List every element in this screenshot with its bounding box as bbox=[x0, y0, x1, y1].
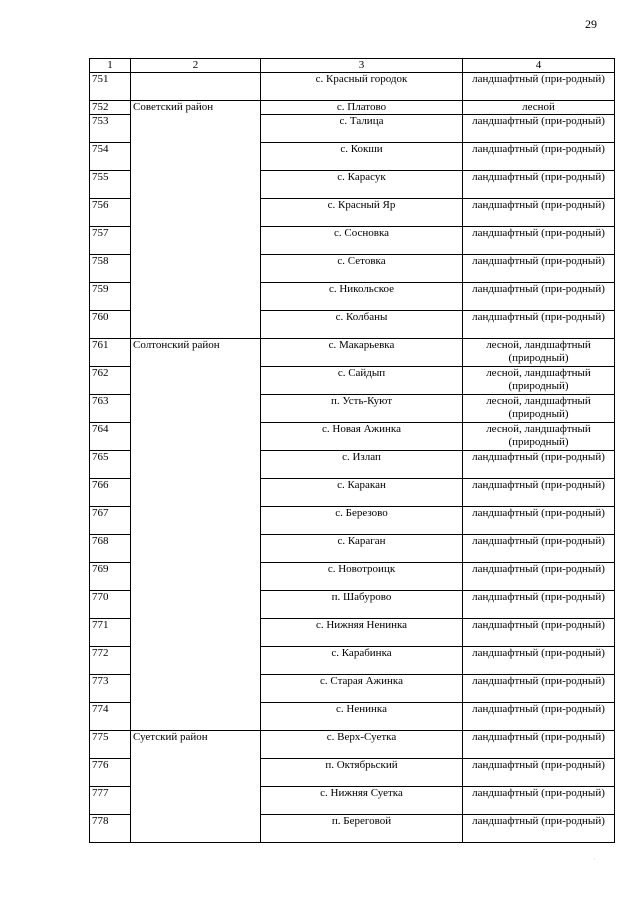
type-cell: ландшафтный (при-родный) bbox=[463, 591, 615, 619]
locality-cell: с. Кокши bbox=[261, 143, 463, 171]
locality-table bbox=[89, 58, 615, 843]
page-number: 29 bbox=[585, 17, 597, 31]
row-number: 759 bbox=[90, 283, 131, 311]
locality-cell: с. Сетовка bbox=[261, 255, 463, 283]
type-cell: лесной, ландшафтный (природный) bbox=[463, 423, 615, 451]
locality-cell: с. Талица bbox=[261, 115, 463, 143]
type-cell: ландшафтный (при-родный) bbox=[463, 647, 615, 675]
district-cell: Советский район bbox=[131, 101, 261, 339]
district-cell: Солтонский район bbox=[131, 339, 261, 731]
header-col-2: 2 bbox=[131, 59, 261, 73]
row-number: 771 bbox=[90, 619, 131, 647]
row-number: 777 bbox=[90, 787, 131, 815]
type-cell: лесной, ландшафтный (природный) bbox=[463, 339, 615, 367]
row-number: 768 bbox=[90, 535, 131, 563]
type-cell: ландшафтный (при-родный) bbox=[463, 619, 615, 647]
row-number: 753 bbox=[90, 115, 131, 143]
scan-mark: · bbox=[593, 855, 596, 864]
locality-cell: с. Колбаны bbox=[261, 311, 463, 339]
row-number: 762 bbox=[90, 367, 131, 395]
locality-cell: с. Верх-Суетка bbox=[261, 731, 463, 759]
row-number: 755 bbox=[90, 171, 131, 199]
locality-cell: с. Караган bbox=[261, 535, 463, 563]
type-cell: ландшафтный (при-родный) bbox=[463, 535, 615, 563]
locality-cell: с. Новотроицк bbox=[261, 563, 463, 591]
locality-cell: с. Красный Яр bbox=[261, 199, 463, 227]
type-cell: ландшафтный (при-родный) bbox=[463, 143, 615, 171]
type-cell: лесной, ландшафтный (природный) bbox=[463, 395, 615, 423]
table-row bbox=[90, 73, 615, 101]
row-number: 767 bbox=[90, 507, 131, 535]
row-number: 765 bbox=[90, 451, 131, 479]
locality-cell: с. Сосновка bbox=[261, 227, 463, 255]
header-col-4: 4 bbox=[463, 59, 615, 73]
type-cell: ландшафтный (при-родный) bbox=[463, 479, 615, 507]
table-row bbox=[90, 101, 615, 115]
row-number: 756 bbox=[90, 199, 131, 227]
row-number: 751 bbox=[90, 73, 131, 101]
type-cell: ландшафтный (при-родный) bbox=[463, 703, 615, 731]
locality-cell: с. Сайдып bbox=[261, 367, 463, 395]
locality-cell: с. Карасук bbox=[261, 171, 463, 199]
locality-cell: п. Шабурово bbox=[261, 591, 463, 619]
locality-cell: с. Красный городок bbox=[261, 73, 463, 101]
locality-cell: с. Излап bbox=[261, 451, 463, 479]
row-number: 760 bbox=[90, 311, 131, 339]
locality-cell: с. Березово bbox=[261, 507, 463, 535]
type-cell: ландшафтный (при-родный) bbox=[463, 787, 615, 815]
row-number: 763 bbox=[90, 395, 131, 423]
type-cell: ландшафтный (при-родный) bbox=[463, 255, 615, 283]
row-number: 752 bbox=[90, 101, 131, 115]
row-number: 775 bbox=[90, 731, 131, 759]
row-number: 754 bbox=[90, 143, 131, 171]
row-number: 757 bbox=[90, 227, 131, 255]
type-cell: ландшафтный (при-родный) bbox=[463, 759, 615, 787]
type-cell: ландшафтный (при-родный) bbox=[463, 815, 615, 843]
type-cell: ландшафтный (при-родный) bbox=[463, 311, 615, 339]
type-cell: лесной, ландшафтный (природный) bbox=[463, 367, 615, 395]
header-col-1: 1 bbox=[90, 59, 131, 73]
district-cell: Суетский район bbox=[131, 731, 261, 843]
locality-cell: с. Старая Ажинка bbox=[261, 675, 463, 703]
type-cell: ландшафтный (при-родный) bbox=[463, 115, 615, 143]
locality-cell: с. Макарьевка bbox=[261, 339, 463, 367]
header-row bbox=[90, 59, 615, 73]
row-number: 764 bbox=[90, 423, 131, 451]
locality-cell: п. Береговой bbox=[261, 815, 463, 843]
locality-cell: с. Платово bbox=[261, 101, 463, 115]
type-cell: лесной bbox=[463, 101, 615, 115]
type-cell: ландшафтный (при-родный) bbox=[463, 171, 615, 199]
locality-cell: с. Нижняя Суетка bbox=[261, 787, 463, 815]
type-cell: ландшафтный (при-родный) bbox=[463, 451, 615, 479]
locality-cell: с. Новая Ажинка bbox=[261, 423, 463, 451]
type-cell: ландшафтный (при-родный) bbox=[463, 73, 615, 101]
row-number: 761 bbox=[90, 339, 131, 367]
row-number: 773 bbox=[90, 675, 131, 703]
locality-cell: с. Каракан bbox=[261, 479, 463, 507]
locality-cell: с. Никольское bbox=[261, 283, 463, 311]
row-number: 770 bbox=[90, 591, 131, 619]
locality-cell: с. Ненинка bbox=[261, 703, 463, 731]
type-cell: ландшафтный (при-родный) bbox=[463, 283, 615, 311]
type-cell: ландшафтный (при-родный) bbox=[463, 199, 615, 227]
row-number: 766 bbox=[90, 479, 131, 507]
row-number: 774 bbox=[90, 703, 131, 731]
row-number: 772 bbox=[90, 647, 131, 675]
locality-cell: с. Нижняя Ненинка bbox=[261, 619, 463, 647]
type-cell: ландшафтный (при-родный) bbox=[463, 675, 615, 703]
locality-cell: п. Усть-Куют bbox=[261, 395, 463, 423]
row-number: 776 bbox=[90, 759, 131, 787]
type-cell: ландшафтный (при-родный) bbox=[463, 507, 615, 535]
type-cell: ландшафтный (при-родный) bbox=[463, 731, 615, 759]
locality-cell: п. Октябрьский bbox=[261, 759, 463, 787]
type-cell: ландшафтный (при-родный) bbox=[463, 563, 615, 591]
table-row bbox=[90, 731, 615, 759]
row-number: 758 bbox=[90, 255, 131, 283]
district-cell bbox=[131, 73, 261, 101]
header-col-3: 3 bbox=[261, 59, 463, 73]
row-number: 769 bbox=[90, 563, 131, 591]
type-cell: ландшафтный (при-родный) bbox=[463, 227, 615, 255]
row-number: 778 bbox=[90, 815, 131, 843]
locality-cell: с. Карабинка bbox=[261, 647, 463, 675]
table-row bbox=[90, 339, 615, 367]
